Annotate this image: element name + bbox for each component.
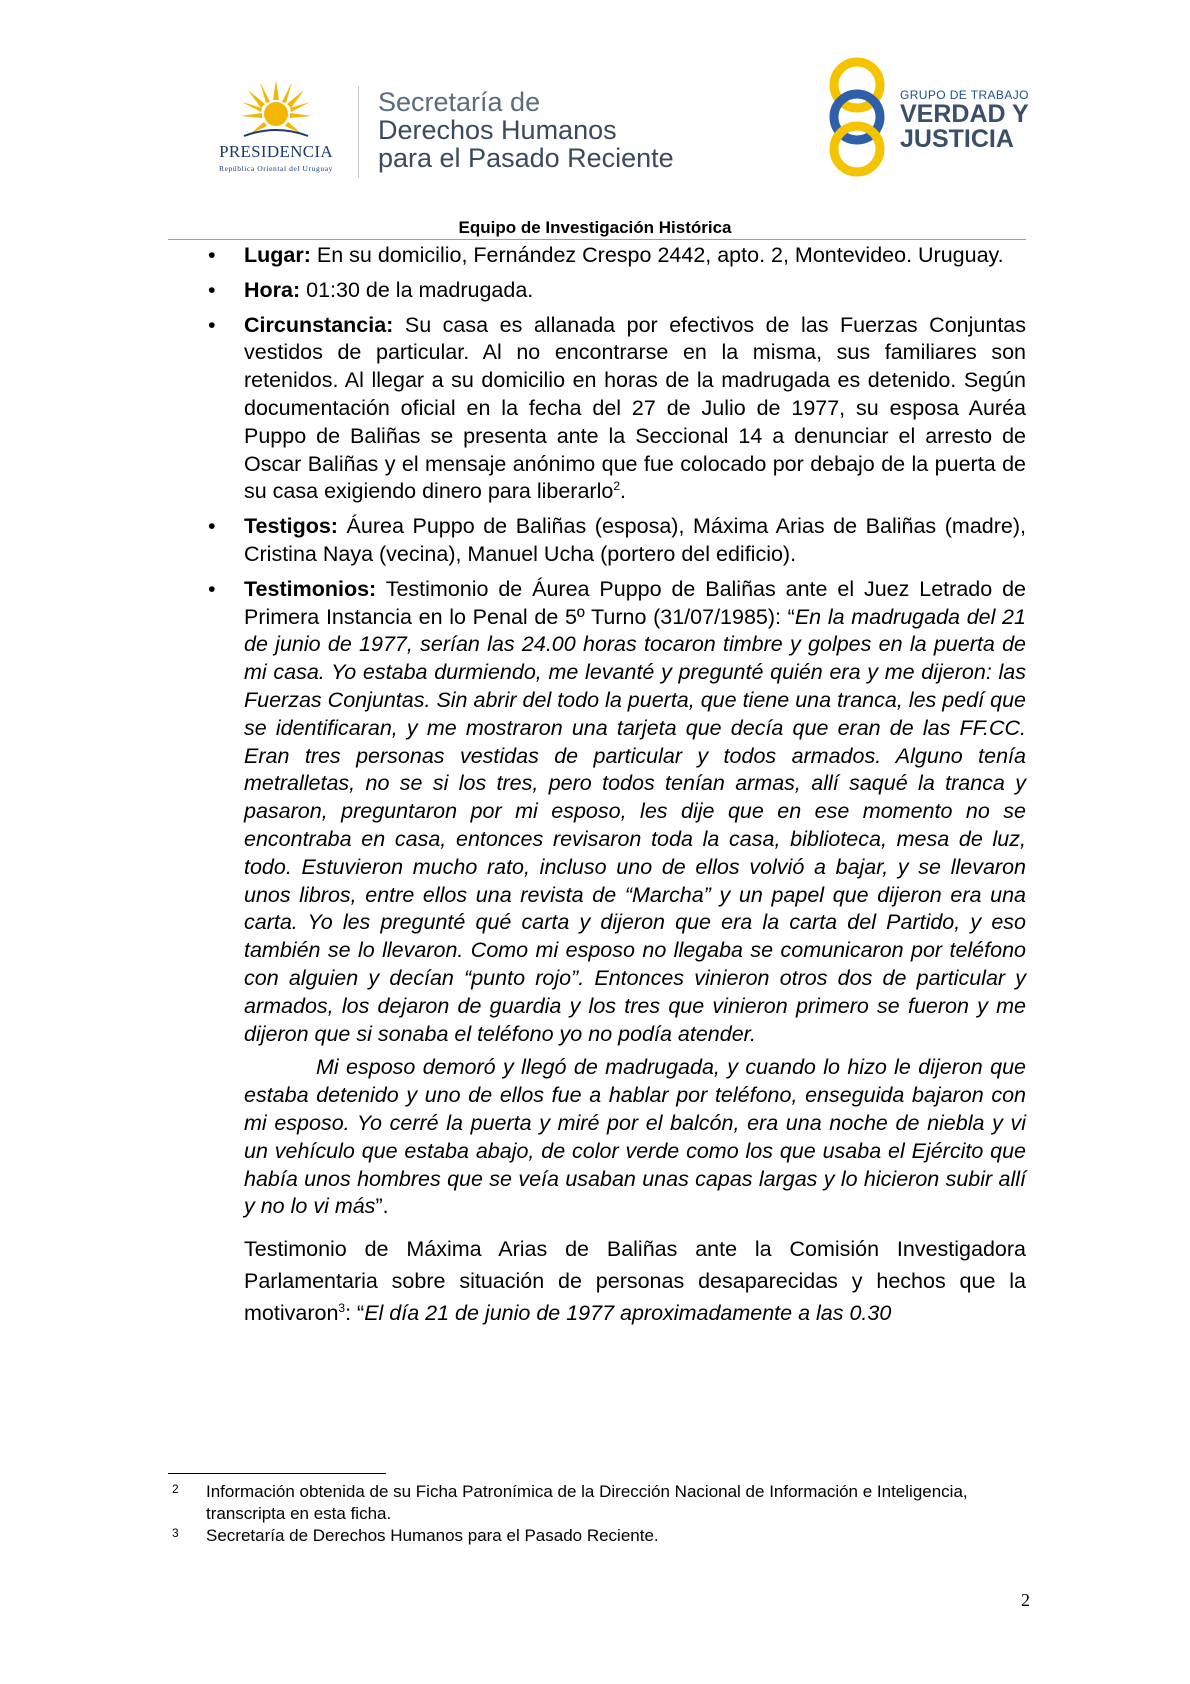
second-testimonio-quote: El día 21 de junio de 1977 aproximadamente a las 0.30 bbox=[364, 1301, 892, 1326]
presidencia-logo bbox=[196, 80, 356, 180]
second-testimonio-intro: Testimonio de Máxima Arias de Baliñas ante la Comisión Investigadora Parlamentaria sobre situación de personas desaparecidas y hechos que la motivaron bbox=[244, 1237, 1026, 1326]
testimonio-quote-2: Mi esposo demoró y llegó de madrugada, y cuando lo hizo le dijeron que estaba detenido y uno de ellos fue a hablar por teléfono, enseguida bajaron con mi esposo. Yo cerré la puerta y miré por el balcón, era una noche de niebla y vi un vehículo que estaba abajo, de color verde como los que usaba el Ejército que había unos hombres que se veía usaban unas capas largas y lo hicieron subir allí y no lo vi más bbox=[244, 1055, 1026, 1219]
lugar-text: En su domicilio, Fernández Crespo 2442, apto. 2, Montevideo. Uruguay. bbox=[310, 243, 1004, 267]
header-separator bbox=[358, 86, 359, 178]
testimonio-quote-2-paragraph bbox=[200, 1054, 1026, 1221]
circunstancia-end: . bbox=[620, 479, 626, 504]
list-item-hora bbox=[200, 277, 1026, 305]
testimonio-quote-1: En la madrugada del 21 de junio de 1977, serían las 24.00 horas tocaron timbre y golpes en la puerta de mi casa. Yo estaba durmiendo, me levanté y pregunté quién era y me dijeron: las Fuerzas Conjuntas. Sin abrir del todo la puerta, que tiene una tranca, les pedí que se identificaran, y me mostraron una tarjeta que decía que eran de las FF.CC. Eran tres personas vestidas de particular y todos armados. Alguno tenía metralletas, no se si los tres, pero todos tenían armas, allí saqué la tranca y pasaron, preguntaron por mi esposo, les dije que en ese momento no se encontraba en casa, entonces revisaron toda la casa, biblioteca, mesa de luz, todo. Estuvieron mucho rato, incluso uno de ellos volvió a bajar, y se llevaron unos libros, entre ellos una revista de “Marcha” y un papel que dijeron era una carta. Yo les pregunté qué carta y dijeron que era la carta del Partido, y eso también se lo llevaron. Como mi esposo no llegaba se comunicaron por teléfono con alguien y decían “punto rojo”. Entonces vinieron otros dos de particular y armados, los dejaron de guardia y los tres que vinieron primero se fueron y me dijeron que si sonaba el teléfono yo no podía atender. bbox=[244, 604, 1026, 1046]
equipo-title: Equipo de Investigación Histórica bbox=[458, 218, 732, 237]
list-item-testigos bbox=[200, 513, 1026, 569]
footnote-ref-2[interactable]: 2 bbox=[613, 479, 620, 494]
footnote-text: Secretaría de Derechos Humanos para el Pasado Reciente. bbox=[206, 1526, 659, 1545]
footnote-rule bbox=[168, 1473, 386, 1474]
bullet-icon: • bbox=[208, 576, 216, 601]
list-item-lugar bbox=[200, 242, 1026, 270]
circunstancia-label: Circunstancia: bbox=[244, 312, 394, 337]
bullet-icon: • bbox=[208, 514, 216, 539]
second-testimonio-open: : “ bbox=[345, 1301, 365, 1326]
testimonios-label: Testimonios: bbox=[244, 576, 377, 601]
circunstancia-text: Su casa es allanada por efectivos de las Fuerzas Conjuntas vestidos de particular. Al no encontrarse en la misma, sus familiares son retenidos. Al llegar a su domicilio en horas de la madrugada es detenido. Según documentación oficial en la fecha del 27 de Julio de 1977, su esposa Auréa Puppo de Baliñas se presenta ante la Seccional 14 a denunciar el arresto de Oscar Baliñas y el mensaje anónimo que fue colocado por debajo de la puerta de su casa exigiendo dinero para liberarlo bbox=[244, 312, 1026, 504]
footnote-number: 2 bbox=[172, 1482, 179, 1496]
second-testimonio-paragraph bbox=[200, 1233, 1026, 1329]
bullet-icon: • bbox=[208, 243, 216, 267]
page-header bbox=[0, 0, 1190, 235]
grupo-line-2: VERDAD Y bbox=[900, 100, 1029, 128]
sun-icon bbox=[240, 80, 312, 142]
footnote-ref-3[interactable]: 3 bbox=[338, 1300, 346, 1315]
footnote-number: 3 bbox=[172, 1526, 179, 1540]
footnote-text: Información obtenida de su Ficha Patronímica de la Dirección Nacional de Información e Inteligencia, transcripta en esta ficha. bbox=[206, 1482, 968, 1523]
secretaria-logo-text bbox=[378, 88, 674, 172]
header-rule bbox=[168, 239, 1026, 240]
bullet-icon: • bbox=[208, 277, 216, 302]
bullet-icon: • bbox=[208, 312, 216, 337]
testimonios-intro: Testimonio de Áurea Puppo de Baliñas ante el Juez Letrado de Primera Instancia en lo Penal de 5º Turno (31/07/1985): “ bbox=[244, 576, 1026, 629]
testigos-text: Áurea Puppo de Baliñas (esposa), Máxima Arias de Baliñas (madre), Cristina Naya (vecina), Manuel Ucha (portero del edificio). bbox=[244, 514, 1026, 566]
secretaria-line-3: para el Pasado Reciente bbox=[378, 143, 674, 173]
grupo-trabajo-logo-text bbox=[900, 88, 1029, 152]
testigos-label: Testigos: bbox=[244, 514, 338, 539]
grupo-line-1: GRUPO DE TRABAJO bbox=[900, 88, 1029, 102]
presidencia-subtitle: República Oriental del Uruguay bbox=[218, 164, 333, 173]
document-body bbox=[200, 242, 1026, 1329]
presidencia-title: PRESIDENCIA bbox=[219, 142, 333, 161]
hora-label: Hora: bbox=[244, 277, 301, 302]
grupo-line-3: JUSTICIA bbox=[900, 125, 1014, 153]
list-item-circunstancia bbox=[200, 312, 1026, 507]
footnote-3 bbox=[168, 1525, 1028, 1547]
hora-text: 01:30 de la madrugada. bbox=[300, 277, 534, 302]
footnote-2 bbox=[168, 1481, 1028, 1525]
lugar-label: Lugar: bbox=[244, 243, 311, 267]
testimonio-quote-2-end: ”. bbox=[375, 1194, 389, 1219]
secretaria-line-2: Derechos Humanos bbox=[378, 115, 617, 145]
footnotes bbox=[168, 1481, 1028, 1547]
list-item-testimonios bbox=[200, 576, 1026, 1049]
secretaria-line-1: Secretaría de bbox=[378, 87, 541, 117]
rings-logo-icon bbox=[818, 55, 896, 180]
page-number: 2 bbox=[1021, 1590, 1030, 1610]
